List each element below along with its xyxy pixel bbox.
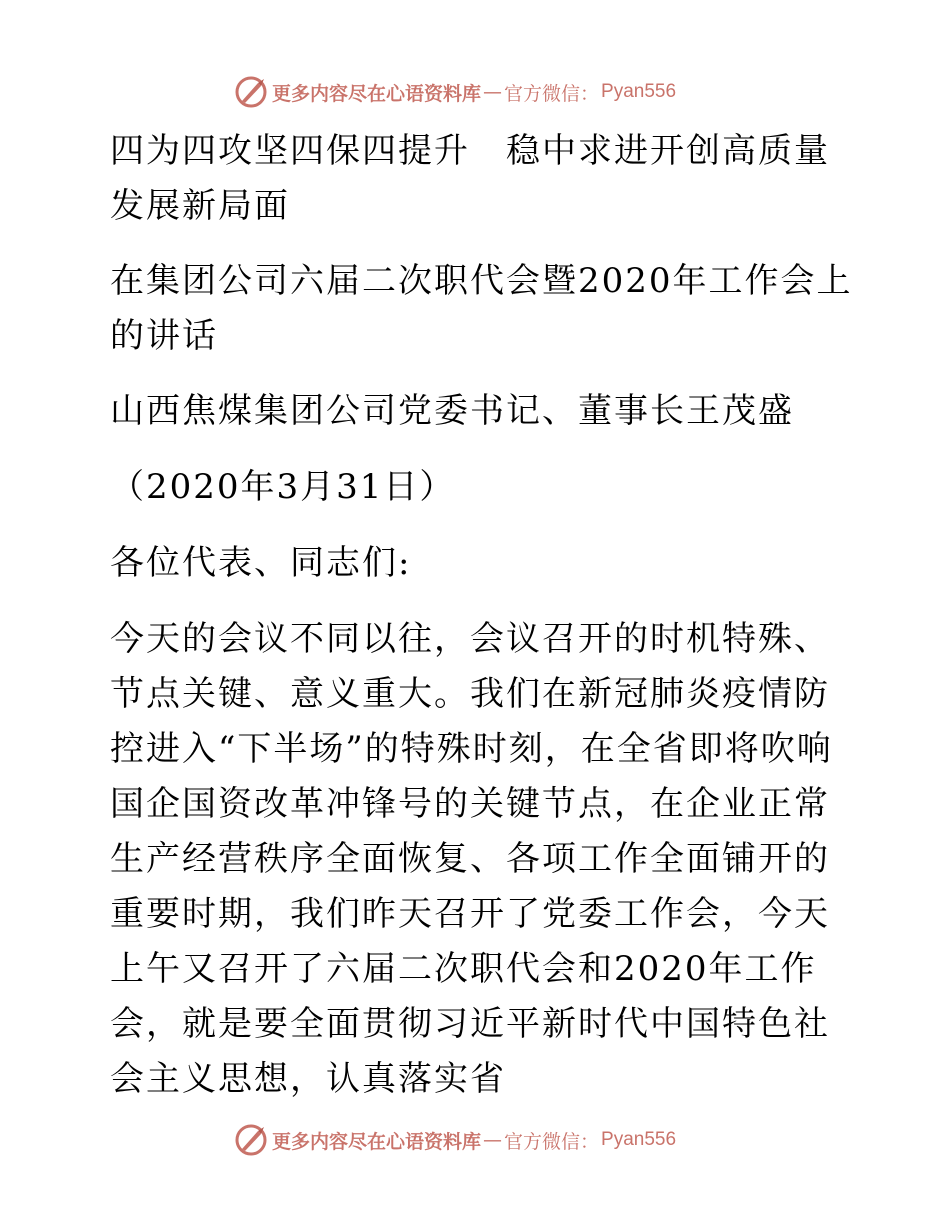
document-salutation: 各位代表、同志们: xyxy=(110,543,412,583)
document-body xyxy=(98,124,858,1107)
quill-pen-logo-icon xyxy=(234,75,268,109)
document-title: 四为四攻坚四保四提升 稳中求进开创高质量发展新局面 xyxy=(110,131,830,226)
watermark-wechat-id: Pyan556 xyxy=(601,81,677,102)
document-speaker: 山西焦煤集团公司党委书记、董事长王茂盛 xyxy=(110,391,794,431)
document-subtitle: 在集团公司六届二次职代会暨2020年工作会上的讲话 xyxy=(110,261,853,356)
watermark-dash: — xyxy=(483,81,503,103)
document-date: （2020年3月31日） xyxy=(110,467,456,507)
watermark-dash: — xyxy=(483,1129,503,1151)
footer-watermark xyxy=(234,1120,676,1160)
document-body-paragraph: 今天的会议不同以往，会议召开的时机特殊、节点关键、意义重大。我们在新冠肺炎疫情防控进入“下半场”的特殊时刻，在全省即将吹响国企国资改革冲锋号的关键节点，在企业正常生产经营秩序全面恢复、各项工作全面铺开的重要时期，我们昨天召开了党委工作会，今天上午又召开了六届二次职代会和2020年工作会，就是要全面贯彻习近平新时代中国特色社会主义思想，认真落实省 xyxy=(110,619,833,1099)
quill-pen-logo-icon xyxy=(234,1123,268,1157)
watermark-text: 更多内容尽在心语资料库 xyxy=(272,82,482,105)
watermark-wechat-label: 官方微信： xyxy=(504,1130,600,1153)
header-watermark xyxy=(234,72,676,112)
watermark-wechat-label: 官方微信： xyxy=(504,82,600,105)
watermark-text: 更多内容尽在心语资料库 xyxy=(272,1130,482,1153)
watermark-wechat-id: Pyan556 xyxy=(601,1129,677,1150)
